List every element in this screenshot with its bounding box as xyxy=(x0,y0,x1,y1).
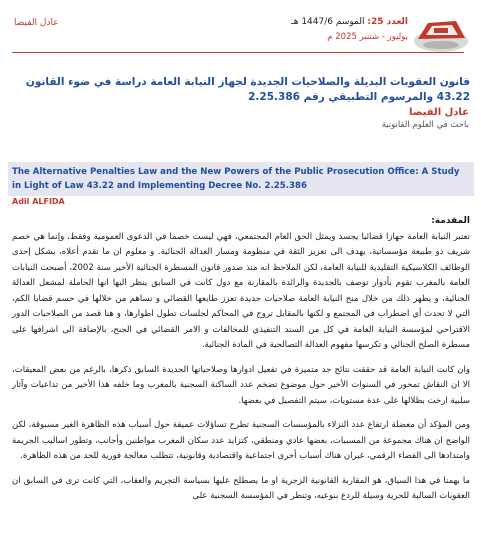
issue-season: الموسم 1447/6 هـ xyxy=(291,17,365,27)
paragraph-1: تعتبر النيابة العامة جهازا قضائيا يجسد ويمثل الحق العام المجتمعي، فهي ليست خصما في الدعوى العمومية وفقط، وإنما هي خصم شريف ذو طبيعة مؤسساتية، يهدف الى تعزيز الثقة في منظومة ومسار العدالة الجنائية. و معلوم ان ما تقدم أعلاه، يشكل إحدى الوظائف الكلاسيكية التقليدية للنيابة العامة، لكن الملاحظ انه منذ صدور قانون المسطرة الجنائية الأخير سنة 2002، أصبحت النيابات العامة بالمغرب تقوم بأدوار توصف بالجديدة والرائدة بالمقارنة مع دول كانت في السابق ينظر اليها انها الحاملة لمشعل العدالة الجنائية، و يظهر ذلك من خلال منح النيابة العامة صلاحيات جديدة تعزز طابعها القضائي و تساهم من خلالها في حسم قضايا الكم، التي لا تحدث أي اضطراب في المجتمع و لكنها بالمقابل تروج في المحاكم لجلسات تطول اطوارها، و هنا قصد من الصلاحيات الدور الاقتراحي لمؤسسة النيابة العامة في كل من السند التنفيذي للمخالفات و الامر القضائي في الجنح، بالإضافة الى اشرافها على مسطرة الصلح الجنائي و تكرسها مفهوم العدالة التصالحية في المادة الجنائية. xyxy=(12,231,470,350)
section-heading: المقدمة: xyxy=(431,216,470,226)
arabic-title: قانون العقوبات البديلة والصلاحيات الجديدة لجهاز النيابة العامة دراسة في ضوء القانون 43.22 والمرسوم التطبيقي رقم 2.25.386 xyxy=(25,76,470,103)
issue-info xyxy=(291,17,408,27)
author-affiliation: باحث في العلوم القانونية xyxy=(381,120,469,130)
header-author: عادل الفيضا xyxy=(14,18,59,28)
english-title: The Alternative Penalties Law and the New Powers of the Public Prosecution Office: A Study in Light of Law 43.22 and Implementing Decree No. 2.25.386 xyxy=(12,167,460,191)
journal-logo-icon xyxy=(412,14,470,54)
paragraph-3: ومن المؤكد أن معضلة ارتفاع عدد النزلاء بالمؤسسات السجنية تطرح تساؤلات عميقة حول أسباب هذه الظاهرة الغير مسبوقة، لكن الواضح ان هناك مجموعة من المسببات، بعضها عادي ومنطقي، كتزايد عدد سكان المغرب مواطنين وأجانب، وتطور اساليب الجريمة وامتدادها الى الفضاء الرقمي، غيران هناك أسباب أخرى اجتماعية واقتصادية وقانونية، تتطلب معالجة فورية للحد من هذه الظاهرة. xyxy=(12,420,470,461)
journal-header xyxy=(12,14,470,54)
paragraph-4: ما يهمنا في هذا السياق، هو المقاربة القانونية الزجرية او ما يصطلح عليها بسياسة التجريم والعقاب، التي كانت ترى في السابق ان العقوبات السالبة للحرية وسيلة للردع بنوعيه، وتنظر في المؤسسة السجنية على xyxy=(12,475,470,501)
issue-number: العدد 25: xyxy=(367,17,408,27)
paragraph-2: وان كانت النيابة العامة قد حققت نتائج جد متميزة في تفعيل ادوارها وصلاحياتها الجديدة السابق ذكرها، بالرغم من بعض المعيقات، الا ان النقاش تمحور في السنوات الأخير حول موضوع تضخم عدد الساكنة السجنية بالمغرب وما خلفه هذا الأخير من تداعيات وآثار سلبية ارخت بظلالها على عدة مستويات، سيتم التفصيل في بعضها. xyxy=(12,364,470,406)
english-author: Adil ALFIDA xyxy=(12,197,65,206)
arabic-author: عادل الفيضا xyxy=(409,107,469,118)
header-divider xyxy=(12,52,464,53)
issue-date: يوليوز - شتنبر 2025 م xyxy=(327,32,408,42)
article-body xyxy=(12,214,470,514)
english-title-band xyxy=(8,162,474,196)
